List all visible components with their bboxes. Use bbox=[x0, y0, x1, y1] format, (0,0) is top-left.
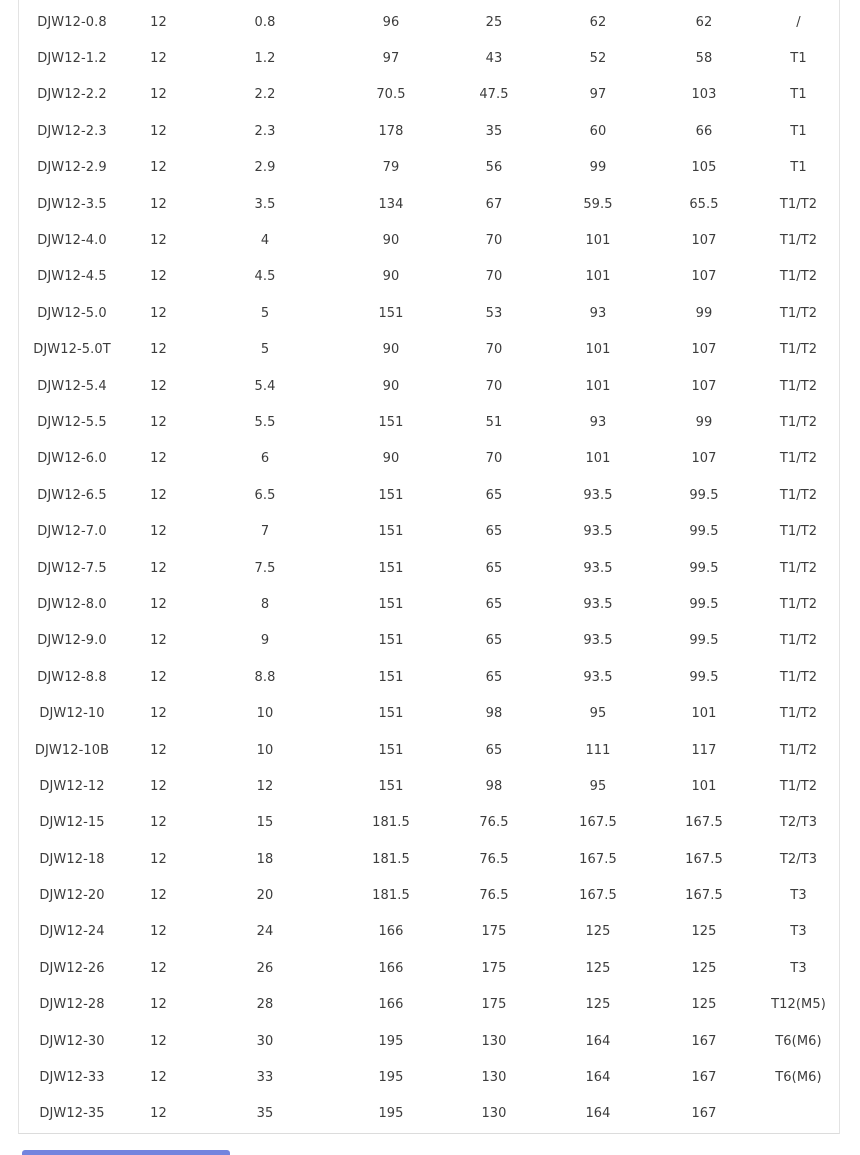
length-cell: 96 bbox=[382, 14, 400, 30]
total-height-cell: 99.5 bbox=[689, 596, 719, 612]
terminal-cell: T2/T3 bbox=[779, 815, 818, 831]
model-cell: DJW12-1.2 bbox=[37, 51, 107, 67]
width-cell: 51 bbox=[485, 414, 503, 430]
width-cell: 175 bbox=[481, 960, 507, 976]
table-row bbox=[18, 695, 840, 731]
terminal-cell: T1 bbox=[790, 51, 807, 67]
table-row bbox=[18, 404, 840, 440]
table-row bbox=[18, 950, 840, 986]
model-cell: DJW12-10 bbox=[39, 706, 105, 722]
total-height-cell: 107 bbox=[691, 451, 717, 467]
height-cell: 164 bbox=[585, 1033, 611, 1049]
width-cell: 65 bbox=[485, 560, 503, 576]
length-cell: 90 bbox=[382, 378, 400, 394]
terminal-cell bbox=[757, 1096, 840, 1132]
width-cell: 65 bbox=[485, 669, 503, 685]
total-height-cell: 125 bbox=[691, 997, 717, 1013]
capacity-cell: 8.8 bbox=[254, 669, 276, 685]
table-row bbox=[18, 805, 840, 841]
total-height-cell: 62 bbox=[695, 14, 713, 30]
table-row bbox=[18, 40, 840, 76]
width-cell: 175 bbox=[481, 997, 507, 1013]
table-row bbox=[18, 623, 840, 659]
terminal-cell: T1/T2 bbox=[779, 560, 818, 576]
model-cell: DJW12-7.0 bbox=[37, 524, 107, 540]
height-cell: 167.5 bbox=[579, 888, 617, 904]
capacity-cell: 28 bbox=[256, 997, 274, 1013]
length-cell: 70.5 bbox=[376, 87, 406, 103]
height-cell: 125 bbox=[585, 997, 611, 1013]
width-cell: 65 bbox=[485, 742, 503, 758]
height-cell: 101 bbox=[585, 233, 611, 249]
voltage-cell: 12 bbox=[150, 1106, 167, 1122]
height-cell: 101 bbox=[585, 378, 611, 394]
table-row bbox=[18, 1059, 840, 1095]
capacity-cell: 10 bbox=[256, 742, 274, 758]
model-cell: DJW12-5.0 bbox=[37, 305, 107, 321]
voltage-cell: 12 bbox=[150, 160, 167, 176]
model-cell: DJW12-8.0 bbox=[37, 596, 107, 612]
voltage-cell: 12 bbox=[150, 742, 167, 758]
terminal-cell: T1/T2 bbox=[779, 524, 818, 540]
width-cell: 130 bbox=[481, 1033, 507, 1049]
length-cell: 151 bbox=[378, 706, 404, 722]
table-row bbox=[18, 914, 840, 950]
length-cell: 151 bbox=[378, 487, 404, 503]
terminal-cell: T1/T2 bbox=[779, 342, 818, 358]
width-cell: 65 bbox=[485, 633, 503, 649]
total-height-cell: 167 bbox=[691, 1033, 717, 1049]
capacity-cell: 9 bbox=[260, 633, 270, 649]
width-cell: 53 bbox=[485, 305, 503, 321]
model-cell: DJW12-0.8 bbox=[37, 14, 107, 30]
terminal-cell: T3 bbox=[790, 888, 807, 904]
table-row bbox=[18, 259, 840, 295]
width-cell: 98 bbox=[485, 778, 503, 794]
height-cell: 111 bbox=[585, 742, 611, 758]
length-cell: 90 bbox=[382, 269, 400, 285]
height-cell: 93.5 bbox=[583, 524, 613, 540]
width-cell: 65 bbox=[485, 524, 503, 540]
model-cell: DJW12-6.0 bbox=[37, 451, 107, 467]
length-cell: 195 bbox=[378, 1033, 404, 1049]
height-cell: 93.5 bbox=[583, 560, 613, 576]
length-cell: 181.5 bbox=[372, 815, 410, 831]
height-cell: 95 bbox=[589, 706, 607, 722]
model-cell: DJW12-6.5 bbox=[37, 487, 107, 503]
height-cell: 52 bbox=[589, 51, 607, 67]
model-cell: DJW12-26 bbox=[39, 960, 105, 976]
capacity-cell: 6.5 bbox=[254, 487, 276, 503]
height-cell: 93 bbox=[589, 414, 607, 430]
model-cell: DJW12-20 bbox=[39, 888, 105, 904]
height-cell: 93.5 bbox=[583, 669, 613, 685]
capacity-cell: 24 bbox=[256, 924, 274, 940]
voltage-cell: 12 bbox=[150, 778, 167, 794]
table-row bbox=[18, 441, 840, 477]
model-cell: DJW12-8.8 bbox=[37, 669, 107, 685]
table-row bbox=[18, 987, 840, 1023]
table-row bbox=[18, 477, 840, 513]
capacity-cell: 2.9 bbox=[254, 160, 276, 176]
terminal-cell: T6(M6) bbox=[775, 1033, 822, 1049]
terminal-cell: T3 bbox=[790, 924, 807, 940]
table-row bbox=[18, 77, 840, 113]
voltage-cell: 12 bbox=[150, 14, 167, 30]
width-cell: 130 bbox=[481, 1070, 507, 1086]
width-cell: 67 bbox=[485, 196, 503, 212]
length-cell: 90 bbox=[382, 342, 400, 358]
table-row bbox=[18, 4, 840, 40]
capacity-cell: 26 bbox=[256, 960, 274, 976]
length-cell: 181.5 bbox=[372, 888, 410, 904]
terminal-cell: T1/T2 bbox=[779, 305, 818, 321]
model-cell: DJW12-3.5 bbox=[37, 196, 107, 212]
width-cell: 47.5 bbox=[479, 87, 509, 103]
capacity-cell: 4 bbox=[260, 233, 270, 249]
model-cell: DJW12-5.0T bbox=[33, 342, 111, 358]
model-cell: DJW12-7.5 bbox=[37, 560, 107, 576]
terminal-cell: T3 bbox=[790, 960, 807, 976]
terminal-cell: T1/T2 bbox=[779, 487, 818, 503]
voltage-cell: 12 bbox=[150, 378, 167, 394]
length-cell: 151 bbox=[378, 305, 404, 321]
capacity-cell: 35 bbox=[256, 1106, 274, 1122]
capacity-cell: 5 bbox=[260, 342, 270, 358]
capacity-cell: 5.5 bbox=[254, 414, 276, 430]
table-row bbox=[18, 368, 840, 404]
voltage-cell: 12 bbox=[150, 196, 167, 212]
terminal-cell: T1 bbox=[790, 160, 807, 176]
model-cell: DJW12-18 bbox=[39, 851, 105, 867]
battery-spec-table bbox=[18, 4, 840, 1132]
voltage-cell: 12 bbox=[150, 87, 167, 103]
voltage-cell: 12 bbox=[150, 123, 167, 139]
voltage-cell: 12 bbox=[150, 451, 167, 467]
terminal-cell: T1/T2 bbox=[779, 269, 818, 285]
table-row bbox=[18, 841, 840, 877]
voltage-cell: 12 bbox=[150, 669, 167, 685]
length-cell: 151 bbox=[378, 560, 404, 576]
model-cell: DJW12-33 bbox=[39, 1070, 105, 1086]
capacity-cell: 18 bbox=[256, 851, 274, 867]
model-cell: DJW12-10B bbox=[34, 742, 110, 758]
voltage-cell: 12 bbox=[150, 342, 167, 358]
length-cell: 90 bbox=[382, 451, 400, 467]
length-cell: 195 bbox=[378, 1106, 404, 1122]
capacity-cell: 7 bbox=[260, 524, 270, 540]
table-row bbox=[18, 150, 840, 186]
model-cell: DJW12-2.3 bbox=[37, 123, 107, 139]
height-cell: 93.5 bbox=[583, 633, 613, 649]
table-body bbox=[18, 4, 840, 1132]
table-row bbox=[18, 732, 840, 768]
table-row bbox=[18, 550, 840, 586]
height-cell: 101 bbox=[585, 451, 611, 467]
scroll-indicator bbox=[22, 1150, 230, 1155]
table-row bbox=[18, 332, 840, 368]
voltage-cell: 12 bbox=[150, 815, 167, 831]
table-row bbox=[18, 295, 840, 331]
voltage-cell: 12 bbox=[150, 414, 167, 430]
table-row bbox=[18, 1023, 840, 1059]
capacity-cell: 33 bbox=[256, 1070, 274, 1086]
height-cell: 101 bbox=[585, 342, 611, 358]
length-cell: 151 bbox=[378, 742, 404, 758]
model-cell: DJW12-4.0 bbox=[37, 233, 107, 249]
total-height-cell: 65.5 bbox=[689, 196, 719, 212]
width-cell: 65 bbox=[485, 487, 503, 503]
height-cell: 60 bbox=[589, 123, 607, 139]
height-cell: 97 bbox=[589, 87, 607, 103]
voltage-cell: 12 bbox=[150, 851, 167, 867]
terminal-cell: T1/T2 bbox=[779, 378, 818, 394]
capacity-cell: 15 bbox=[256, 815, 274, 831]
capacity-cell: 5 bbox=[260, 305, 270, 321]
model-cell: DJW12-24 bbox=[39, 924, 105, 940]
width-cell: 130 bbox=[481, 1106, 507, 1122]
terminal-cell: T1/T2 bbox=[779, 778, 818, 794]
height-cell: 125 bbox=[585, 960, 611, 976]
height-cell: 101 bbox=[585, 269, 611, 285]
length-cell: 151 bbox=[378, 524, 404, 540]
capacity-cell: 7.5 bbox=[254, 560, 276, 576]
table-row bbox=[18, 222, 840, 258]
terminal-cell: T1/T2 bbox=[779, 742, 818, 758]
total-height-cell: 105 bbox=[691, 160, 717, 176]
capacity-cell: 6 bbox=[260, 451, 270, 467]
length-cell: 151 bbox=[378, 669, 404, 685]
table-row bbox=[18, 1096, 840, 1132]
height-cell: 59.5 bbox=[583, 196, 613, 212]
total-height-cell: 99.5 bbox=[689, 487, 719, 503]
terminal-cell: T2/T3 bbox=[779, 851, 818, 867]
length-cell: 195 bbox=[378, 1070, 404, 1086]
height-cell: 95 bbox=[589, 778, 607, 794]
height-cell: 62 bbox=[589, 14, 607, 30]
total-height-cell: 167.5 bbox=[685, 815, 723, 831]
model-cell: DJW12-35 bbox=[39, 1106, 105, 1122]
width-cell: 70 bbox=[485, 378, 503, 394]
width-cell: 76.5 bbox=[479, 851, 509, 867]
length-cell: 151 bbox=[378, 596, 404, 612]
length-cell: 166 bbox=[378, 960, 404, 976]
table-row bbox=[18, 659, 840, 695]
table-row bbox=[18, 513, 840, 549]
model-cell: DJW12-9.0 bbox=[37, 633, 107, 649]
total-height-cell: 99 bbox=[695, 414, 713, 430]
capacity-cell: 12 bbox=[256, 778, 274, 794]
height-cell: 167.5 bbox=[579, 851, 617, 867]
model-cell: DJW12-15 bbox=[39, 815, 105, 831]
total-height-cell: 167 bbox=[691, 1070, 717, 1086]
total-height-cell: 107 bbox=[691, 233, 717, 249]
length-cell: 97 bbox=[382, 51, 400, 67]
total-height-cell: 167 bbox=[691, 1106, 717, 1122]
width-cell: 70 bbox=[485, 451, 503, 467]
voltage-cell: 12 bbox=[150, 1033, 167, 1049]
model-cell: DJW12-28 bbox=[39, 997, 105, 1013]
capacity-cell: 0.8 bbox=[254, 14, 276, 30]
voltage-cell: 12 bbox=[150, 305, 167, 321]
total-height-cell: 101 bbox=[691, 778, 717, 794]
length-cell: 166 bbox=[378, 997, 404, 1013]
model-cell: DJW12-4.5 bbox=[37, 269, 107, 285]
terminal-cell: T1/T2 bbox=[779, 233, 818, 249]
total-height-cell: 58 bbox=[695, 51, 713, 67]
terminal-cell: T1 bbox=[790, 87, 807, 103]
total-height-cell: 103 bbox=[691, 87, 717, 103]
voltage-cell: 12 bbox=[150, 524, 167, 540]
total-height-cell: 99.5 bbox=[689, 669, 719, 685]
model-cell: DJW12-2.2 bbox=[37, 87, 107, 103]
height-cell: 167.5 bbox=[579, 815, 617, 831]
capacity-cell: 4.5 bbox=[254, 269, 276, 285]
length-cell: 181.5 bbox=[372, 851, 410, 867]
total-height-cell: 167.5 bbox=[685, 851, 723, 867]
capacity-cell: 20 bbox=[256, 888, 274, 904]
model-cell: DJW12-2.9 bbox=[37, 160, 107, 176]
height-cell: 164 bbox=[585, 1070, 611, 1086]
voltage-cell: 12 bbox=[150, 997, 167, 1013]
height-cell: 99 bbox=[589, 160, 607, 176]
table-row bbox=[18, 586, 840, 622]
voltage-cell: 12 bbox=[150, 1070, 167, 1086]
total-height-cell: 125 bbox=[691, 960, 717, 976]
height-cell: 125 bbox=[585, 924, 611, 940]
model-cell: DJW12-5.4 bbox=[37, 378, 107, 394]
terminal-cell: / bbox=[796, 14, 801, 30]
height-cell: 93 bbox=[589, 305, 607, 321]
total-height-cell: 125 bbox=[691, 924, 717, 940]
width-cell: 25 bbox=[485, 14, 503, 30]
length-cell: 166 bbox=[378, 924, 404, 940]
voltage-cell: 12 bbox=[150, 960, 167, 976]
length-cell: 151 bbox=[378, 633, 404, 649]
voltage-cell: 12 bbox=[150, 706, 167, 722]
total-height-cell: 99.5 bbox=[689, 560, 719, 576]
terminal-cell: T1/T2 bbox=[779, 196, 818, 212]
terminal-cell: T1/T2 bbox=[779, 451, 818, 467]
total-height-cell: 66 bbox=[695, 123, 713, 139]
width-cell: 70 bbox=[485, 269, 503, 285]
model-cell: DJW12-12 bbox=[39, 778, 105, 794]
width-cell: 76.5 bbox=[479, 815, 509, 831]
width-cell: 35 bbox=[485, 123, 503, 139]
length-cell: 134 bbox=[378, 196, 404, 212]
length-cell: 79 bbox=[382, 160, 400, 176]
total-height-cell: 99.5 bbox=[689, 633, 719, 649]
length-cell: 151 bbox=[378, 778, 404, 794]
terminal-cell: T1/T2 bbox=[779, 706, 818, 722]
total-height-cell: 107 bbox=[691, 378, 717, 394]
table-row bbox=[18, 768, 840, 804]
voltage-cell: 12 bbox=[150, 487, 167, 503]
terminal-cell: T1/T2 bbox=[779, 596, 818, 612]
length-cell: 178 bbox=[378, 123, 404, 139]
height-cell: 93.5 bbox=[583, 487, 613, 503]
width-cell: 98 bbox=[485, 706, 503, 722]
capacity-cell: 3.5 bbox=[254, 196, 276, 212]
length-cell: 151 bbox=[378, 414, 404, 430]
capacity-cell: 8 bbox=[260, 596, 270, 612]
capacity-cell: 2.3 bbox=[254, 123, 276, 139]
voltage-cell: 12 bbox=[150, 924, 167, 940]
terminal-cell: T1 bbox=[790, 123, 807, 139]
width-cell: 65 bbox=[485, 596, 503, 612]
table-row bbox=[18, 877, 840, 913]
terminal-cell: T6(M6) bbox=[775, 1070, 822, 1086]
table-row bbox=[18, 113, 840, 149]
width-cell: 76.5 bbox=[479, 888, 509, 904]
voltage-cell: 12 bbox=[150, 560, 167, 576]
voltage-cell: 12 bbox=[150, 888, 167, 904]
capacity-cell: 2.2 bbox=[254, 87, 276, 103]
total-height-cell: 107 bbox=[691, 342, 717, 358]
terminal-cell: T12(M5) bbox=[771, 997, 826, 1013]
model-cell: DJW12-30 bbox=[39, 1033, 105, 1049]
terminal-cell: T1/T2 bbox=[779, 669, 818, 685]
total-height-cell: 99.5 bbox=[689, 524, 719, 540]
table-row bbox=[18, 186, 840, 222]
terminal-cell: T1/T2 bbox=[779, 414, 818, 430]
width-cell: 175 bbox=[481, 924, 507, 940]
width-cell: 43 bbox=[485, 51, 503, 67]
capacity-cell: 1.2 bbox=[254, 51, 276, 67]
width-cell: 70 bbox=[485, 233, 503, 249]
height-cell: 93.5 bbox=[583, 596, 613, 612]
length-cell: 90 bbox=[382, 233, 400, 249]
voltage-cell: 12 bbox=[150, 269, 167, 285]
model-cell: DJW12-5.5 bbox=[37, 414, 107, 430]
terminal-cell: T1/T2 bbox=[779, 633, 818, 649]
voltage-cell: 12 bbox=[150, 633, 167, 649]
width-cell: 70 bbox=[485, 342, 503, 358]
voltage-cell: 12 bbox=[150, 596, 167, 612]
total-height-cell: 99 bbox=[695, 305, 713, 321]
total-height-cell: 117 bbox=[691, 742, 717, 758]
height-cell: 164 bbox=[585, 1106, 611, 1122]
width-cell: 56 bbox=[485, 160, 503, 176]
total-height-cell: 167.5 bbox=[685, 888, 723, 904]
voltage-cell: 12 bbox=[150, 51, 167, 67]
voltage-cell: 12 bbox=[150, 233, 167, 249]
capacity-cell: 5.4 bbox=[254, 378, 276, 394]
total-height-cell: 101 bbox=[691, 706, 717, 722]
capacity-cell: 30 bbox=[256, 1033, 274, 1049]
capacity-cell: 10 bbox=[256, 706, 274, 722]
total-height-cell: 107 bbox=[691, 269, 717, 285]
